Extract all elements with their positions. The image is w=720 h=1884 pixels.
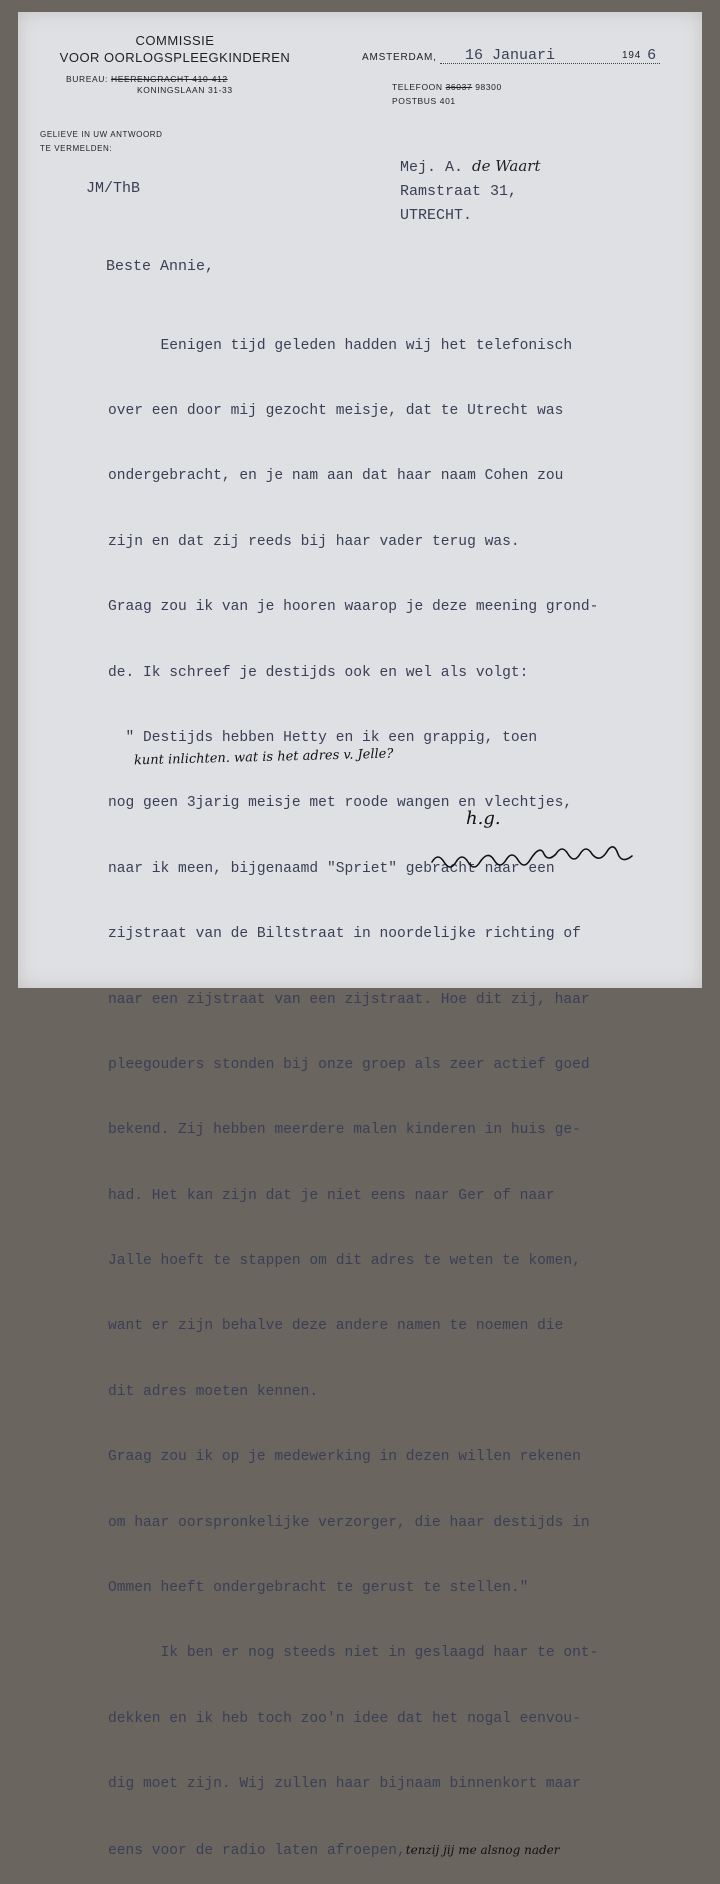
body-line: had. Het kan zijn dat je niet eens naar Ger of naar xyxy=(108,1187,555,1204)
contact-details xyxy=(392,80,502,108)
handwritten-line2: kunt inlichten. wat is het adres v. Jelle? xyxy=(133,746,394,769)
letterhead-organization xyxy=(40,32,310,66)
letter-year xyxy=(622,47,656,64)
phone-label: TELEFOON xyxy=(392,82,443,92)
org-name-line1: COMMISSIE xyxy=(135,33,215,48)
body-line: naar een zijstraat van een zijstraat. Hoe dit zij, haar xyxy=(108,991,590,1008)
body-line: over een door mij gezocht meisje, dat te Utrecht was xyxy=(108,402,564,419)
bureau-label: BUREAU: xyxy=(66,74,108,84)
year-suffix: 6 xyxy=(647,47,657,64)
new-address: KONINGSLAAN 31-33 xyxy=(137,85,233,95)
letter-date: 16 Januari xyxy=(465,47,556,64)
addressee-name: de Waart xyxy=(472,157,541,175)
addressee-block xyxy=(400,154,540,228)
reply-instruction-line2: TE VERMELDEN: xyxy=(40,144,113,153)
body-line: zijstraat van de Biltstraat in noordelijke richting of xyxy=(108,926,581,943)
body-line: de. Ik schreef je destijds ook en wel als volgt: xyxy=(108,664,529,681)
body-line: want er zijn behalve deze andere namen te noemen die xyxy=(108,1318,564,1335)
body-line: Ik ben er nog steeds niet in geslaagd haar te ont- xyxy=(108,1645,599,1662)
body-line: bekend. Zij hebben meerdere malen kinderen in huis ge- xyxy=(108,1122,581,1139)
bureau-address xyxy=(66,74,233,96)
body-line: Graag zou ik op je medewerking in dezen willen rekenen xyxy=(108,1449,581,1466)
body-line: dekken en ik heb toch zoo'n idee dat het nogal eenvou- xyxy=(108,1710,581,1727)
reply-instruction-line1: GELIEVE IN UW ANTWOORD xyxy=(40,130,163,139)
salutation: Beste Annie, xyxy=(106,258,215,275)
body-line: dig moet zijn. Wij zullen haar bijnaam binnenkort maar xyxy=(108,1776,581,1793)
addressee-street: Ramstraat 31, xyxy=(400,183,518,200)
year-prefix: 194 xyxy=(622,50,642,61)
new-phone: 98300 xyxy=(475,82,502,92)
body-line: Ommen heeft ondergebracht te gerust te stellen." xyxy=(108,1580,529,1597)
body-line: pleegouders stonden bij onze groep als zeer actief goed xyxy=(108,1056,590,1073)
body-line: nog geen 3jarig meisje met roode wangen en vlechtjes, xyxy=(108,795,573,812)
city: AMSTERDAM, xyxy=(362,52,437,63)
addressee-prefix: Mej. A. xyxy=(400,159,464,176)
reply-instruction xyxy=(40,128,163,156)
body-line: eens voor de radio laten afroepen, xyxy=(108,1842,406,1859)
old-phone: 36037 xyxy=(445,82,473,92)
body-line: dit adres moeten kennen. xyxy=(108,1383,319,1400)
letter-body xyxy=(108,292,668,1884)
reference-code: JM/ThB xyxy=(86,180,141,197)
handwritten-continuation: tenzij jij me alsnog nader xyxy=(405,1842,560,1857)
addressee-city: UTRECHT. xyxy=(400,207,473,224)
body-line: Graag zou ik van je hooren waarop je deze meening grond- xyxy=(108,599,599,616)
closing-initials: h.g. xyxy=(466,808,501,829)
body-line: naar ik meen, bijgenaamd "Spriet" gebracht naar een xyxy=(108,860,555,877)
body-line-last xyxy=(108,1840,668,1863)
body-line: " Destijds hebben Hetty en ik een grappig, toen xyxy=(108,729,538,746)
body-line: Jalle hoeft te stappen om dit adres te weten te komen, xyxy=(108,1253,581,1270)
body-line: ondergebracht, en je nam aan dat haar naam Cohen zou xyxy=(108,468,564,485)
org-name-line2: VOOR OORLOGSPLEEGKINDEREN xyxy=(59,50,291,65)
old-address: HEERENGRACHT 410-412 xyxy=(110,74,228,84)
body-line: zijn en dat zij reeds bij haar vader terug was. xyxy=(108,533,520,550)
handwritten-signature xyxy=(428,838,688,878)
body-line: Eenigen tijd geleden hadden wij het telefonisch xyxy=(108,337,573,354)
postbus: POSTBUS 401 xyxy=(392,96,456,106)
body-line: om haar oorspronkelijke verzorger, die haar destijds in xyxy=(108,1514,590,1531)
